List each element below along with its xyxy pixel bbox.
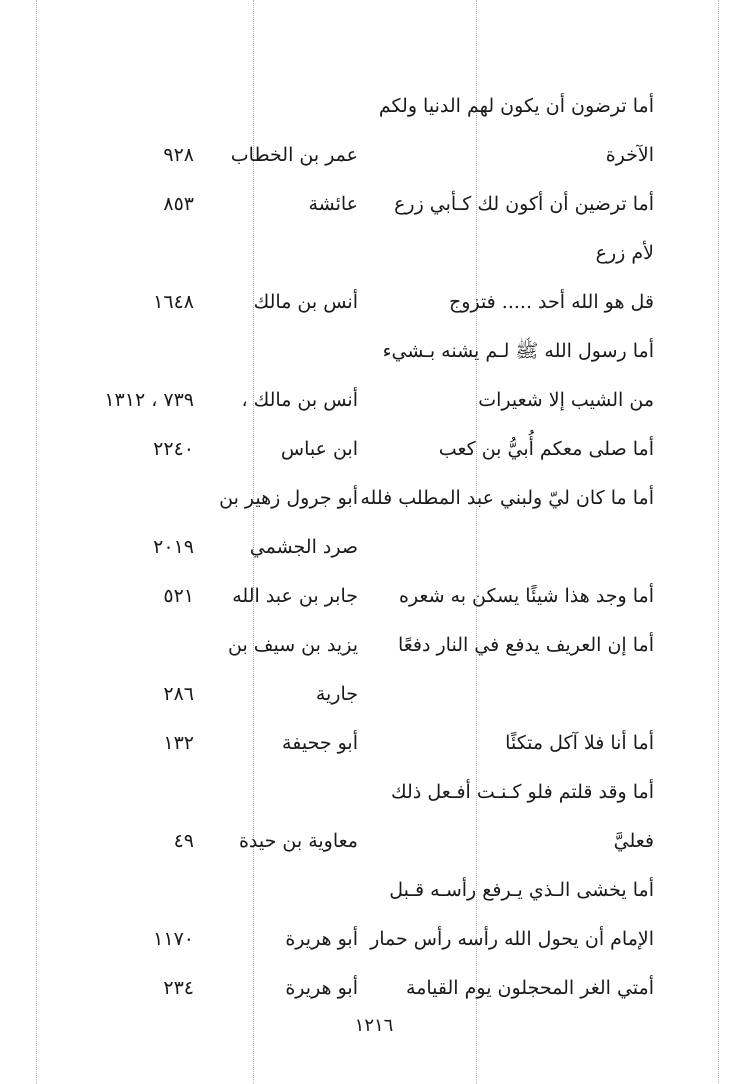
hadith-text: أما وقد قلتم فلو كـنـت أفـعل ذلك: [391, 781, 654, 803]
hadith-text: أما ما كان ليّ ولبني عبد المطلب فلله: [360, 487, 654, 509]
hadith-text: أما وجد هذا شيئًا يسكن به شعره: [398, 585, 654, 607]
index-row: [0, 229, 748, 278]
narrator: عمر بن الخطاب: [230, 144, 358, 166]
narrator: يزيد بن سيف بن: [228, 634, 358, 656]
index-row: [0, 915, 748, 964]
index-row: [0, 425, 748, 474]
hadith-text: الآخرة: [605, 144, 654, 166]
hadith-index-table: [0, 82, 748, 1013]
hadith-text: قل هو الله أحد ..... فتزوج: [449, 291, 654, 313]
index-row: [0, 376, 748, 425]
narrator: جابر بن عبد الله: [232, 585, 358, 607]
index-row: [0, 768, 748, 817]
hadith-text: الإمام أن يحول الله رأسه رأس حمار: [370, 928, 654, 950]
narrator: أبو هريرة: [285, 977, 358, 999]
index-row: [0, 327, 748, 376]
hadith-text: أما ترضين أن أكون لك كـأبي زرع: [394, 193, 654, 215]
hadith-number: ٩٢٨: [163, 144, 194, 166]
hadith-text: أمتي الغر المحجلون يوم القيامة: [406, 977, 654, 999]
hadith-number: ١٣٢: [163, 732, 194, 754]
hadith-number: ٢٢٤٠: [153, 438, 194, 460]
hadith-text: من الشيب إلا شعيرات: [478, 389, 654, 411]
index-row: [0, 964, 748, 1013]
hadith-text: أما يخشى الـذي يـرفع رأسـه قـبل: [389, 879, 654, 901]
index-row: [0, 572, 748, 621]
narrator: أنس بن مالك: [253, 291, 358, 313]
hadith-number: ٨٥٣: [163, 193, 194, 215]
narrator: أبو هريرة: [285, 928, 358, 950]
hadith-number: ١٦٤٨: [153, 291, 194, 313]
hadith-number: ٧٣٩ ، ١٣١٢: [104, 389, 194, 411]
hadith-number: ٢٨٦: [163, 683, 194, 705]
hadith-text: أما ترضون أن يكون لهم الدنيا ولكم: [378, 95, 654, 117]
hadith-text: أما رسول الله ﷺ لـم يشنه بـشيء: [382, 340, 654, 362]
hadith-text: أما أنا فلا آكل متكئًا: [505, 732, 654, 754]
hadith-text: أما إن العريف يدفع في النار دفعًا: [397, 634, 654, 656]
index-row: [0, 82, 748, 131]
index-row: [0, 621, 748, 670]
narrator: أبو جحيفة: [282, 732, 358, 754]
hadith-number: ٢٠١٩: [153, 536, 194, 558]
hadith-number: ١١٧٠: [153, 928, 194, 950]
narrator: معاوية بن حيدة: [238, 830, 358, 852]
hadith-number: ٤٩: [173, 830, 194, 852]
index-row: [0, 131, 748, 180]
narrator: أنس بن مالك ،: [241, 389, 358, 411]
page-number: ١٢١٦: [354, 1015, 394, 1036]
narrator: أبو جرول زهير بن: [219, 487, 358, 509]
narrator: عائشة: [308, 193, 358, 215]
index-row: [0, 719, 748, 768]
index-row: [0, 670, 748, 719]
index-row: [0, 278, 748, 327]
index-row: [0, 817, 748, 866]
index-row: [0, 474, 748, 523]
hadith-text: فعليَّ: [613, 830, 654, 852]
hadith-number: ٥٢١: [163, 585, 194, 607]
narrator: ابن عباس: [280, 438, 358, 460]
hadith-number: ٢٣٤: [163, 977, 194, 999]
index-row: [0, 866, 748, 915]
hadith-text: أما صلى معكم أُبيُّ بن كعب: [438, 438, 654, 460]
index-row: [0, 180, 748, 229]
hadith-text: لأم زرع: [595, 242, 654, 264]
narrator: جارية: [315, 683, 358, 705]
narrator: صرد الجشمي: [249, 536, 358, 558]
index-row: [0, 523, 748, 572]
